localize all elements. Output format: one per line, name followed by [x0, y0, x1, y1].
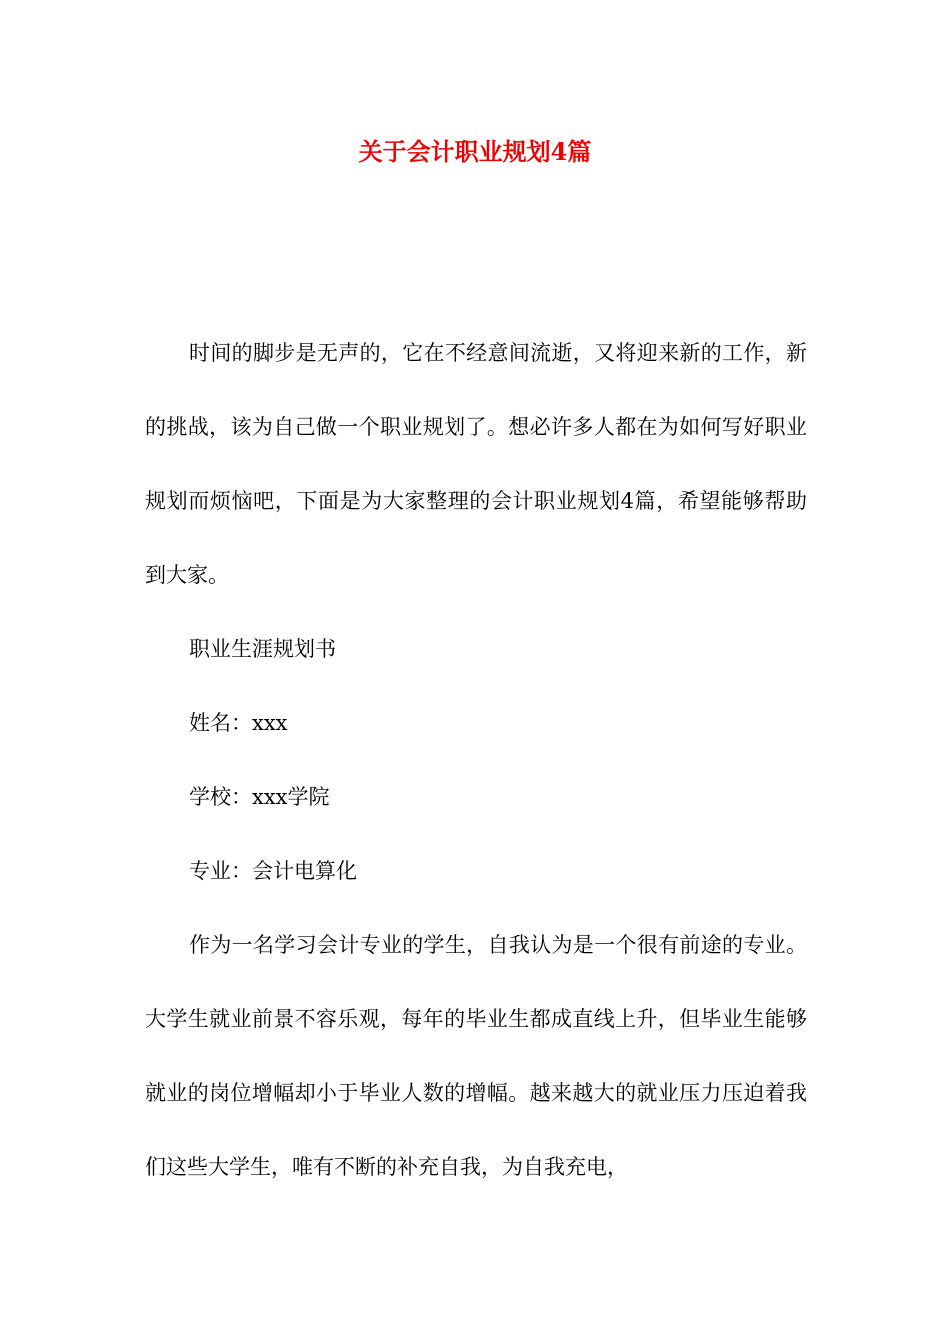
document-title: 关于会计职业规划4篇: [358, 137, 592, 166]
paragraph-major: 专业：会计电算化: [189, 859, 357, 883]
paragraph-heading: 职业生涯规划书: [189, 637, 336, 661]
paragraph-intro: 时间的脚步是无声的，它在不经意间流逝，又将迎来新的工作，新的挑战，该为自己做一个职业规划了。想必许多人都在为如何写好职业规划而烦恼吧，下面是为大家整理的会计职业规划4篇，希望能够帮助到大家。: [145, 341, 807, 587]
paragraph-body: 作为一名学习会计专业的学生，自我认为是一个很有前途的专业。大学生就业前景不容乐观，每年的毕业生都成直线上升，但毕业生能够就业的岗位增幅却小于毕业人数的增幅。越来越大的就业压力压迫着我们这些大学生，唯有不断的补充自我，为自我充电，: [145, 933, 807, 1179]
document-body: [145, 316, 807, 1204]
paragraph-school: 学校：xxx学院: [189, 785, 330, 809]
paragraph-name: 姓名：xxx: [189, 711, 288, 735]
